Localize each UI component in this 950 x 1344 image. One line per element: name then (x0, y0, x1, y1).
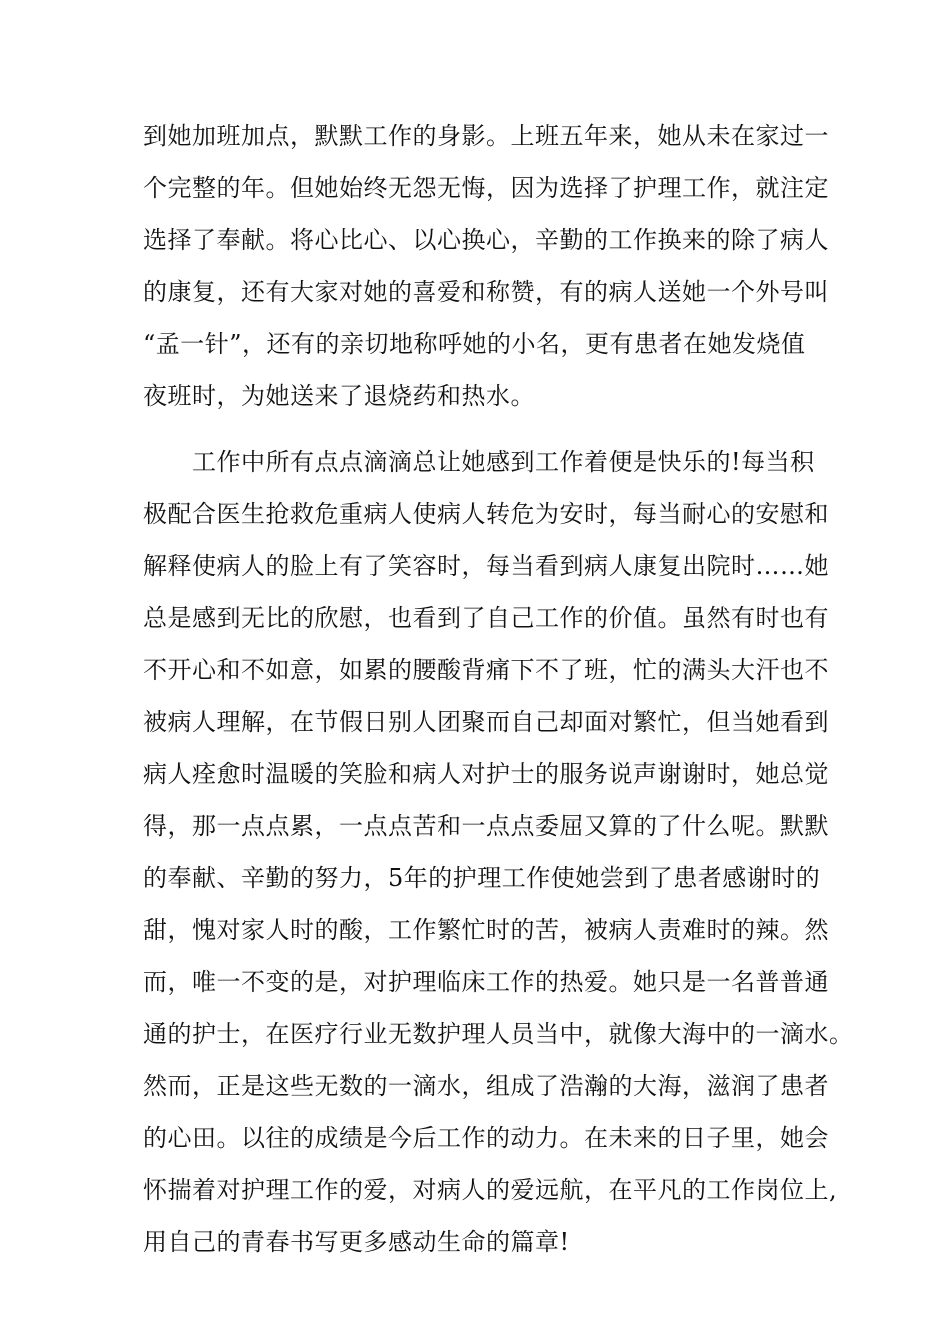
text-line: 病人痊愈时温暖的笑脸和病人对护士的服务说声谢谢时，她总觉 (143, 760, 829, 788)
text-line: 用自己的青春书写更多感动生命的篇章! (143, 1228, 570, 1256)
text-line: 的奉献、辛勤的努力，5年的护理工作使她尝到了患者感谢时的 (143, 864, 821, 892)
text-line: 个完整的年。但她始终无怨无悔，因为选择了护理工作，就注定 (143, 174, 829, 202)
text-line: 工作中所有点点滴滴总让她感到工作着便是快乐的!每当积 (143, 448, 815, 476)
text-line: “孟一针”，还有的亲切地称呼她的小名，更有患者在她发烧值 (143, 330, 806, 358)
text-line: 极配合医生抢救危重病人使病人转危为安时，每当耐心的安慰和 (143, 500, 829, 528)
text-line: 夜班时，为她送来了退烧药和热水。 (143, 382, 535, 410)
text-line: 的康复，还有大家对她的喜爱和称赞，有的病人送她一个外号叫 (143, 278, 829, 306)
text-line: 被病人理解，在节假日别人团聚而自己却面对繁忙，但当她看到 (143, 708, 829, 736)
paragraph (143, 436, 854, 1268)
text-line: 得，那一点点累，一点点苦和一点点委屈又算的了什么呢。默默 (143, 812, 829, 840)
text-line: 解释使病人的脸上有了笑容时，每当看到病人康复出院时……她 (143, 552, 829, 580)
text-line: 总是感到无比的欣慰，也看到了自己工作的价值。虽然有时也有 (143, 604, 829, 632)
text-line: 而，唯一不变的是，对护理临床工作的热爱。她只是一名普普通 (143, 968, 829, 996)
text-line: 不开心和不如意，如累的腰酸背痛下不了班，忙的满头大汗也不 (143, 656, 829, 684)
text-line: 选择了奉献。将心比心、以心换心，辛勤的工作换来的除了病人 (143, 226, 829, 254)
text-line: 通的护士，在医疗行业无数护理人员当中，就像大海中的一滴水。 (143, 1020, 854, 1048)
text-line: 到她加班加点，默默工作的身影。上班五年来，她从未在家过一 (143, 122, 829, 150)
text-line: 然而，正是这些无数的一滴水，组成了浩瀚的大海，滋润了患者 (143, 1072, 829, 1100)
text-line: 甜，愧对家人时的酸，工作繁忙时的苦，被病人责难时的辣。然 (143, 916, 829, 944)
text-line: 的心田。以往的成绩是今后工作的动力。在未来的日子里，她会 (143, 1124, 829, 1152)
paragraph (143, 110, 843, 422)
text-line: 怀揣着对护理工作的爱，对病人的爱远航，在平凡的工作岗位上, (143, 1176, 838, 1204)
